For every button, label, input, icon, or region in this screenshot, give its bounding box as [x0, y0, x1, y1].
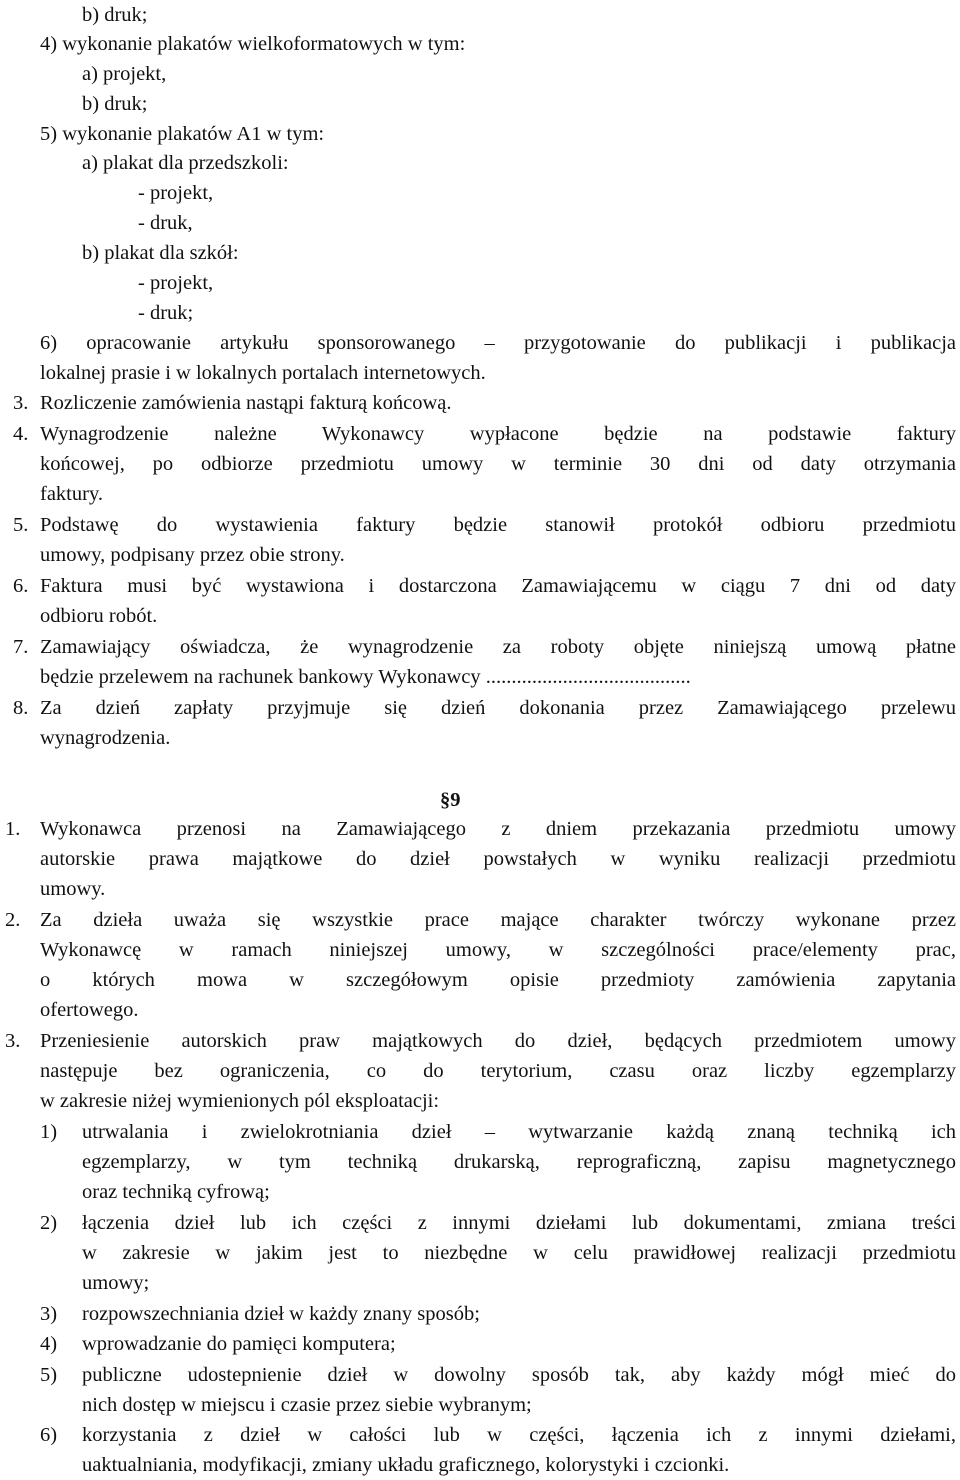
field-number: 6) — [40, 1424, 58, 1446]
field-line: egzemplarzy, w tym techniką drukarską, reprograficzną, zapisu magnetycznego — [82, 1151, 956, 1173]
paragraph-line: Zamawiający oświadcza, że wynagrodzenie za roboty objęte niniejszą umową płatne — [40, 636, 956, 658]
paragraph-line: Przeniesienie autorskich praw majątkowych do dzieł, będących przedmiotem umowy — [40, 1030, 956, 1052]
paragraph-line: odbioru robót. — [40, 605, 158, 627]
list-item: b) druk; — [82, 4, 148, 26]
paragraph-line: umowy, podpisany przez obie strony. — [40, 544, 345, 566]
list-item: a) projekt, — [82, 63, 167, 85]
paragraph-line: wynagrodzenia. — [40, 727, 171, 749]
field-line: umowy; — [82, 1272, 150, 1294]
field-number: 2) — [40, 1212, 58, 1234]
field-line: nich dostęp w miejscu i czasie przez siebie wybranym; — [82, 1394, 532, 1416]
section-heading: §9 — [440, 789, 461, 811]
field-line: publiczne udostepnienie dzieł w dowolny sposób tak, aby każdy mógł mieć do — [82, 1364, 956, 1386]
paragraph-line: Wykonawca przenosi na Zamawiającego z dniem przekazania przedmiotu umowy — [40, 818, 956, 840]
point-number: 4. — [13, 423, 29, 445]
paragraph-line: będzie przelewem na rachunek bankowy Wykonawcy ........................................ — [40, 666, 691, 688]
paragraph-line: Faktura musi być wystawiona i dostarczona Zamawiającemu w ciągu 7 dni od daty — [40, 575, 956, 597]
list-item: 5) wykonanie plakatów A1 w tym: — [40, 123, 325, 145]
list-item: - projekt, — [138, 182, 214, 204]
list-item: - projekt, — [138, 272, 214, 294]
paragraph-line: Podstawę do wystawienia faktury będzie stanowił protokół odbioru przedmiotu — [40, 514, 956, 536]
list-item: 6) opracowanie artykułu sponsorowanego – przygotowanie do publikacji i publikacja — [40, 332, 956, 354]
point-number: 3. — [13, 392, 29, 414]
paragraph-line: ofertowego. — [40, 999, 139, 1021]
list-item: a) plakat dla przedszkoli: — [82, 152, 289, 174]
paragraph-line: Wykonawcę w ramach niniejszej umowy, w szczególności prace/elementy prac, — [40, 939, 956, 961]
point-number: 2. — [5, 909, 21, 931]
point-number: 5. — [13, 514, 29, 536]
field-line: korzystania z dzieł w całości lub w części, łączenia ich z innymi dziełami, — [82, 1424, 956, 1446]
field-line: w zakresie w jakim jest to niezbędne w celu prawidłowej realizacji przedmiotu — [82, 1242, 956, 1264]
paragraph-line: Wynagrodzenie należne Wykonawcy wypłacone będzie na podstawie faktury — [40, 423, 956, 445]
list-item: - druk; — [138, 302, 194, 324]
field-line: uaktualniania, modyfikacji, zmiany układu graficznego, kolorystyki i czcionki. — [82, 1454, 730, 1476]
paragraph-line: Za dzień zapłaty przyjmuje się dzień dokonania przez Zamawiającego przelewu — [40, 697, 956, 719]
field-line: łączenia dzieł lub ich części z innymi dziełami lub dokumentami, zmiana treści — [82, 1212, 956, 1234]
paragraph-line: autorskie prawa majątkowe do dzieł powstałych w wyniku realizacji przedmiotu — [40, 848, 956, 870]
point-number: 3. — [5, 1030, 21, 1052]
field-line: wprowadzanie do pamięci komputera; — [82, 1333, 396, 1355]
paragraph-line: końcowej, po odbiorze przedmiotu umowy w terminie 30 dni od daty otrzymania — [40, 453, 956, 475]
list-item: 4) wykonanie plakatów wielkoformatowych w tym: — [40, 33, 466, 55]
field-line: utrwalania i zwielokrotniania dzieł – wytwarzanie każdą znaną techniką ich — [82, 1121, 956, 1143]
field-number: 4) — [40, 1333, 58, 1355]
paragraph-line: w zakresie niżej wymienionych pól eksploatacji: — [40, 1090, 440, 1112]
paragraph-line: Za dzieła uważa się wszystkie prace mające charakter twórczy wykonane przez — [40, 909, 956, 931]
point-number: 8. — [13, 697, 29, 719]
point-number: 6. — [13, 575, 29, 597]
field-number: 3) — [40, 1303, 58, 1325]
list-item: - druk, — [138, 212, 193, 234]
point-number: 1. — [5, 818, 21, 840]
field-line: rozpowszechniania dzieł w każdy znany sposób; — [82, 1303, 480, 1325]
list-item: b) druk; — [82, 93, 148, 115]
paragraph-line: Rozliczenie zamówienia nastąpi fakturą końcową. — [40, 392, 452, 414]
list-item: b) plakat dla szkół: — [82, 242, 239, 264]
field-number: 5) — [40, 1364, 58, 1386]
paragraph-line: następuje bez ograniczenia, co do terytorium, czasu oraz liczby egzemplarzy — [40, 1060, 956, 1082]
paragraph-line: faktury. — [40, 483, 103, 505]
field-line: oraz techniką cyfrową; — [82, 1181, 270, 1203]
list-item: lokalnej prasie i w lokalnych portalach internetowych. — [40, 362, 486, 384]
paragraph-line: umowy. — [40, 878, 106, 900]
field-number: 1) — [40, 1121, 58, 1143]
paragraph-line: o których mowa w szczegółowym opisie przedmioty zamówienia zapytania — [40, 969, 956, 991]
point-number: 7. — [13, 636, 29, 658]
